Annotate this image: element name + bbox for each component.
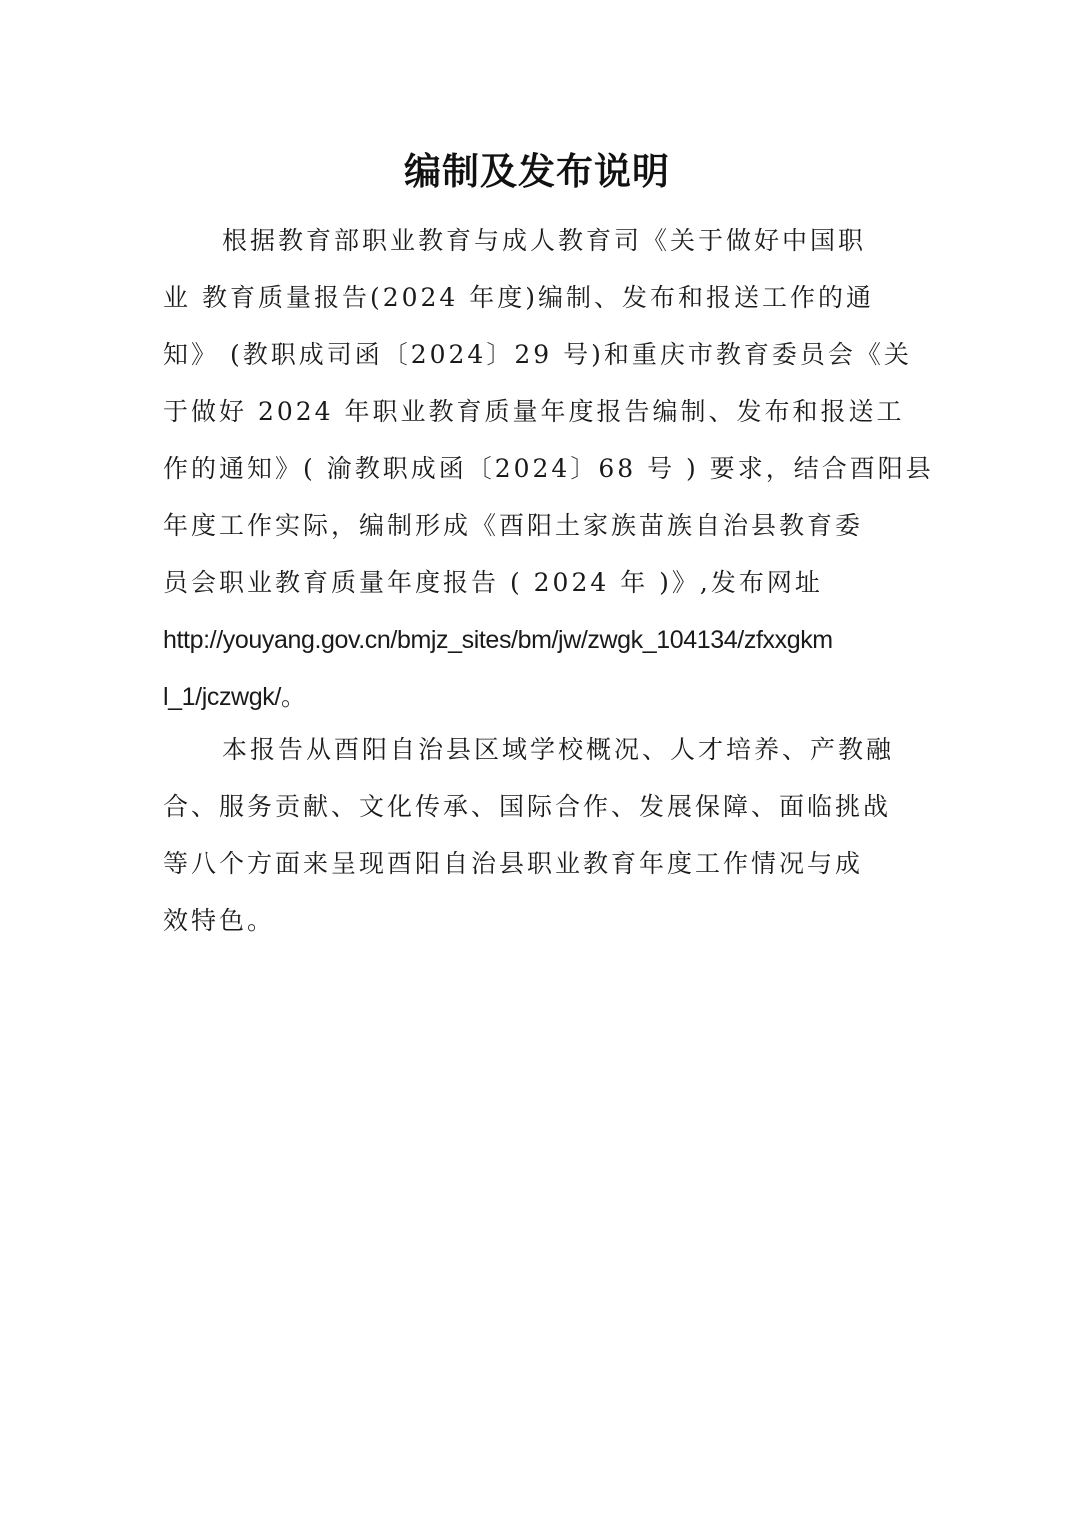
- paragraph-1-line: 根据教育部职业教育与成人教育司《关于做好中国职: [222, 226, 867, 255]
- paragraph-1-line: 年度工作实际，编制形成《酉阳土家族苗族自治县教育委: [163, 511, 864, 540]
- url-text: l_1/jczwgk/。: [163, 683, 306, 711]
- paragraph-1-line: 业 教育质量报告(2024 年度)编制、发布和报送工作的通: [163, 283, 875, 312]
- paragraph-1-line: 知》 (教职成司函〔2024〕29 号)和重庆市教育委员会《关: [163, 340, 912, 369]
- document-title: 编制及发布说明: [404, 149, 670, 193]
- paragraph-2-line: 合、服务贡献、文化传承、国际合作、发展保障、面临挑战: [163, 792, 892, 821]
- paragraph-1-line: 于做好 2024 年职业教育质量年度报告编制、发布和报送工: [163, 397, 905, 426]
- url-text: http://youyang.gov.cn/bmjz_sites/bm/jw/zwgk_104134/zfxxgkm: [163, 626, 833, 654]
- paragraph-1-line: 员会职业教育质量年度报告 ( 2024 年 )》,发布网址: [163, 568, 823, 597]
- paragraph-1-line: 作的通知》( 渝教职成函〔2024〕68 号 ) 要求，结合酉阳县: [163, 454, 934, 483]
- paragraph-2-line: 本报告从酉阳自治县区域学校概况、人才培养、产教融: [222, 735, 895, 764]
- paragraph-2-line: 等八个方面来呈现酉阳自治县职业教育年度工作情况与成: [163, 849, 864, 878]
- paragraph-2-line: 效特色。: [163, 906, 276, 935]
